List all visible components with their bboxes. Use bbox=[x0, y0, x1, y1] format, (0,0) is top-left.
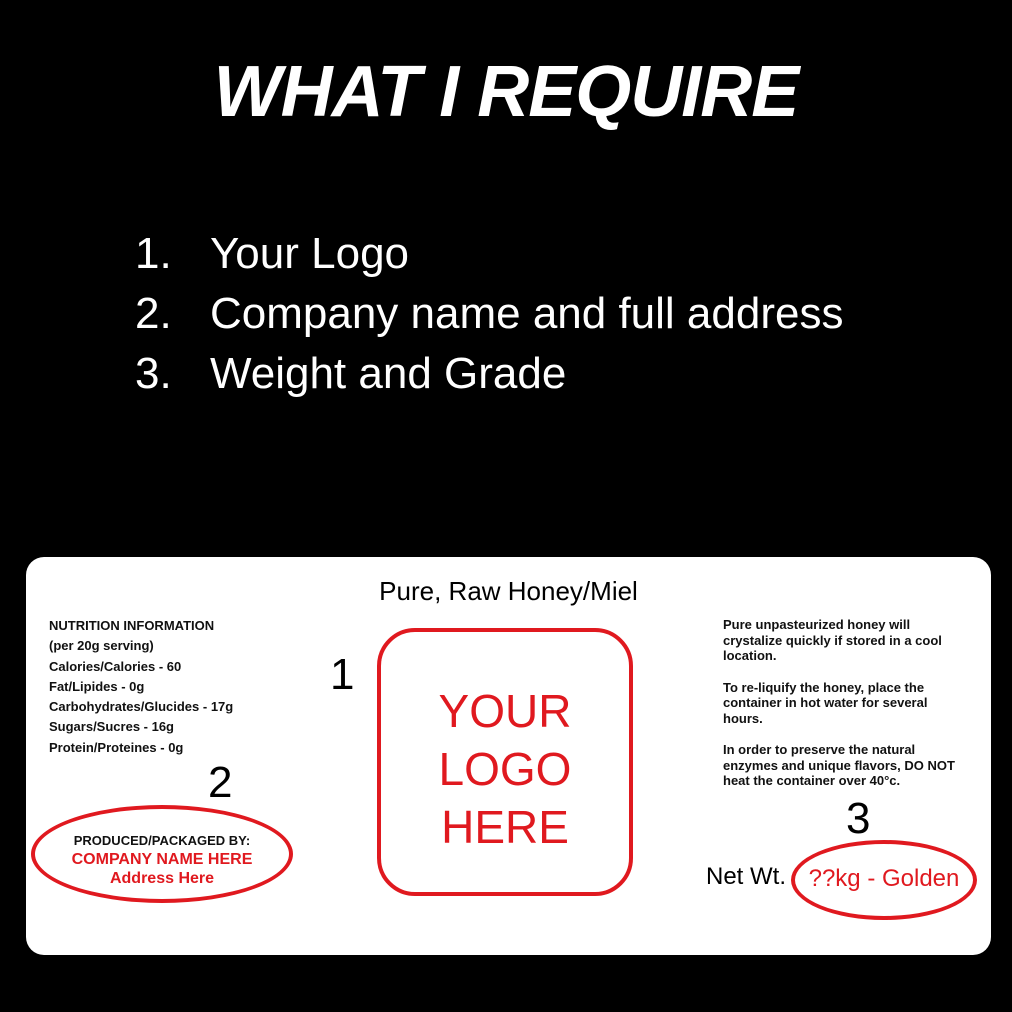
producer-text bbox=[35, 831, 289, 888]
company-address: Address Here bbox=[109, 870, 215, 887]
list-item-text: Company name and full address bbox=[210, 289, 844, 338]
net-weight-value: ??kg - Golden bbox=[808, 865, 960, 892]
list-item-text: Weight and Grade bbox=[210, 349, 567, 398]
nutrition-line: Carbohydrates/Glucides - 17g bbox=[49, 699, 234, 715]
marker-3: 3 bbox=[846, 794, 871, 843]
nutrition-line: Sugars/Sucres - 16g bbox=[49, 719, 174, 735]
nutrition-panel bbox=[49, 616, 329, 758]
marker-2: 2 bbox=[208, 758, 233, 807]
company-name: COMPANY NAME HERE bbox=[71, 851, 253, 868]
label-title: Pure, Raw Honey/Miel bbox=[379, 576, 638, 606]
logo-line: YOUR bbox=[438, 685, 572, 737]
list-item-number: 1. bbox=[135, 229, 172, 278]
list-item-text: Your Logo bbox=[210, 229, 410, 278]
honey-label bbox=[26, 557, 991, 955]
nutrition-line: (per 20g serving) bbox=[49, 638, 154, 654]
logo-line: HERE bbox=[441, 801, 569, 853]
nutrition-line: Fat/Lipides - 0g bbox=[49, 678, 145, 694]
net-weight-label: Net Wt. bbox=[706, 863, 787, 890]
storage-info bbox=[723, 617, 968, 805]
net-weight-callout bbox=[791, 840, 977, 920]
nutrition-heading: NUTRITION INFORMATION bbox=[49, 618, 215, 633]
logo-line: LOGO bbox=[438, 743, 572, 795]
info-paragraph: In order to preserve the natural enzymes and unique flavors, DO NOT heat the container over 40°c. bbox=[723, 742, 955, 788]
info-paragraph: Pure unpasteurized honey will crystalize quickly if stored in a cool location. bbox=[723, 617, 942, 663]
producer-by: PRODUCED/PACKAGED BY: bbox=[73, 833, 251, 848]
list-item-number: 3. bbox=[135, 349, 172, 398]
page-title: WHAT I REQUIRE bbox=[213, 52, 799, 132]
nutrition-line: Protein/Proteines - 0g bbox=[49, 739, 184, 755]
nutrition-line: Calories/Calories - 60 bbox=[49, 658, 182, 674]
marker-1: 1 bbox=[330, 650, 355, 699]
producer-callout bbox=[31, 805, 293, 903]
list-item-number: 2. bbox=[135, 289, 172, 338]
logo-placeholder bbox=[377, 628, 633, 896]
logo-placeholder-text bbox=[381, 682, 629, 856]
info-paragraph: To re-liquify the honey, place the container in hot water for several hours. bbox=[723, 679, 928, 726]
